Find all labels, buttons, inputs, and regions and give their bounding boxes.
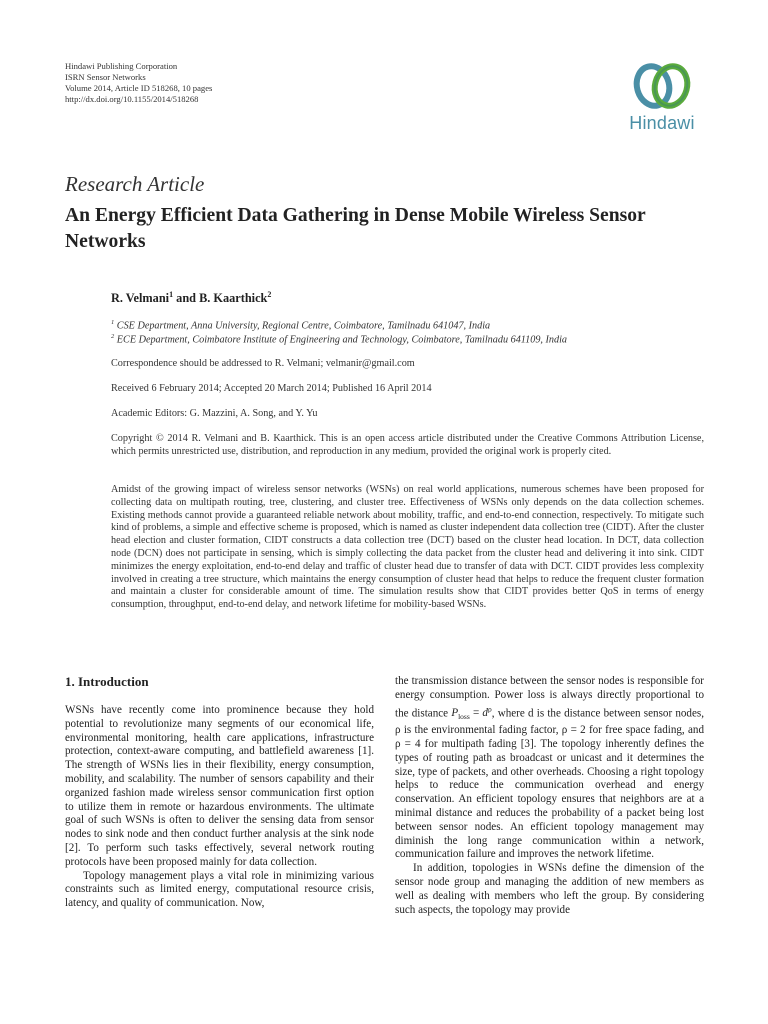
hindawi-logo [621, 60, 703, 138]
abstract: Amidst of the growing impact of wireless sensor networks (WSNs) on real world applications, numerous schemes have been proposed for collecting data on multipath routing, tree, clustering, and cluster tree. Effectiveness of WSNs only depends on the data collection schemes. Existing methods cannot provide a guaranteed reliable network about mobility, traffic, and end-to-end connection, respectively. To mitigate such kind of problems, a simple and effective scheme is proposed, which is named as cluster independent data collection tree (CIDT). After the cluster head election and cluster formation, CIDT constructs a data collection tree (DCT) based on the cluster head location. In DCT, data collection node (DCN) does not participate in sensing, which is simply collecting the data packet from the cluster head and delivering it into sink. CIDT minimizes the energy exploitation, end-to-end delay and traffic of cluster head due to transfer of data with DCT. CIDT provides less complexity involved in creating a tree structure, which maintains the energy consumption of cluster head that helps to reduce the frequent cluster formation and maintain a cluster for considerable amount of time. The simulation results show that CIDT provides better QoS in terms of energy consumption, throughput, end-to-end delay, and network lifetime for mobility-based WSNs. [111, 484, 704, 611]
body-column-left [65, 704, 374, 911]
author-name: R. Velmani [111, 291, 170, 306]
paragraph [395, 675, 704, 862]
paragraph-text: , where d is the distance between sensor nodes, ρ is the environmental fading factor, ρ = 2 for free space fading, and ρ = 4 for multipath fading [3]. The topology inherently defines the types of routing path as broadcast or unicast and it determines the size, type of packets, and other overheads. Choosing a right topology helps to reduce the communication overhead and energy conservation. An efficient topology ensures that neighbors are at a minimal distance and reduces the probability of a packet being lost between sensor nodes. An efficient topology management may diminish the long range communication within a network, communication failure and improves the network lifetime. [395, 707, 704, 861]
doi-link[interactable]: http://dx.doi.org/10.1155/2014/518268 [65, 94, 199, 104]
article-title: An Energy Efficient Data Gathering in Dense Mobile Wireless Sensor Networks [65, 205, 646, 252]
author-name: B. Kaarthick [199, 291, 268, 306]
affiliation-1 [111, 319, 711, 331]
hindawi-logo-icon [632, 60, 692, 112]
volume-line: Volume 2014, Article ID 518268, 10 pages [65, 83, 213, 93]
equation-symbol: P [451, 707, 459, 720]
publication-dates: Received 6 February 2014; Accepted 20 March 2014; Published 16 April 2014 [111, 383, 432, 394]
author-list [111, 290, 271, 306]
correspondence: Correspondence should be addressed to R. Velmani; velmanir@gmail.com [111, 358, 415, 369]
paragraph: Topology management plays a vital role in minimizing various constraints such as limited energy, computational resource crisis, latency, and quality of communication. Now, [65, 869, 374, 910]
author-affiliation-mark: 1 [169, 290, 174, 299]
affiliation-mark: 2 [111, 333, 115, 340]
author-affiliation-mark: 2 [267, 290, 272, 299]
journal-name: ISRN Sensor Networks [65, 72, 146, 82]
equation-subscript: loss [458, 712, 470, 722]
body-column-right [395, 675, 704, 917]
journal-meta [65, 61, 385, 105]
publisher-name: Hindawi Publishing Corporation [65, 61, 178, 71]
equation-symbol: d [482, 707, 488, 720]
paragraph-text: the transmission distance between the sensor nodes is responsible for energy consumption. Power loss is always directly proportional to the distance [395, 675, 704, 720]
academic-editors: Academic Editors: G. Mazzini, A. Song, and Y. Yu [111, 408, 318, 419]
equation-exponent: ρ [487, 704, 492, 714]
power-loss-equation [451, 704, 492, 722]
author-separator: and [173, 291, 200, 306]
affiliation-text: CSE Department, Anna University, Regional Centre, Coimbatore, Tamilnadu 641047, India [114, 320, 491, 332]
section-heading: 1. Introduction [65, 674, 149, 689]
equation-operator: = [469, 707, 483, 720]
copyright-notice: Copyright © 2014 R. Velmani and B. Kaarthick. This is an open access article distributed under the Creative Commons Attribution License, which permits unrestricted use, distribution, and reproduction in any medium, provided the original work is properly cited. [111, 433, 704, 457]
paragraph: WSNs have recently come into prominence because they hold potential to revolutionize many segments of our economical life, environmental monitoring, health care applications, infrastructure protection, context-aware computing, and battlefield awareness [1]. The strength of WSNs lies in their flexibility, energy consumption, mobility, and scalability. The number of sensors capability and their organized fashion made wireless sensor communication first option to utilize them in remote or hazardous environments. The ultimate goal of such WSNs is often to deliver the sensing data from sensor nodes to sink node and then conduct further analysis at the sink node [2]. To perform such tasks effectively, several network routing protocols have been proposed mainly for data collection. [65, 704, 374, 868]
affiliation-text: ECE Department, Coimbatore Institute of Engineering and Technology, Coimbatore, Tamilnadu 641109, India [114, 334, 568, 346]
affiliation-mark: 1 [111, 319, 115, 326]
article-type: Research Article [65, 172, 205, 196]
affiliation-2 [111, 333, 711, 345]
hindawi-logo-text: Hindawi [629, 113, 695, 133]
paragraph: In addition, topologies in WSNs define the dimension of the sensor node group and managing the addition of new members as well as dealing with members who left the group. By considering such aspects, the topology may provide [395, 862, 704, 916]
